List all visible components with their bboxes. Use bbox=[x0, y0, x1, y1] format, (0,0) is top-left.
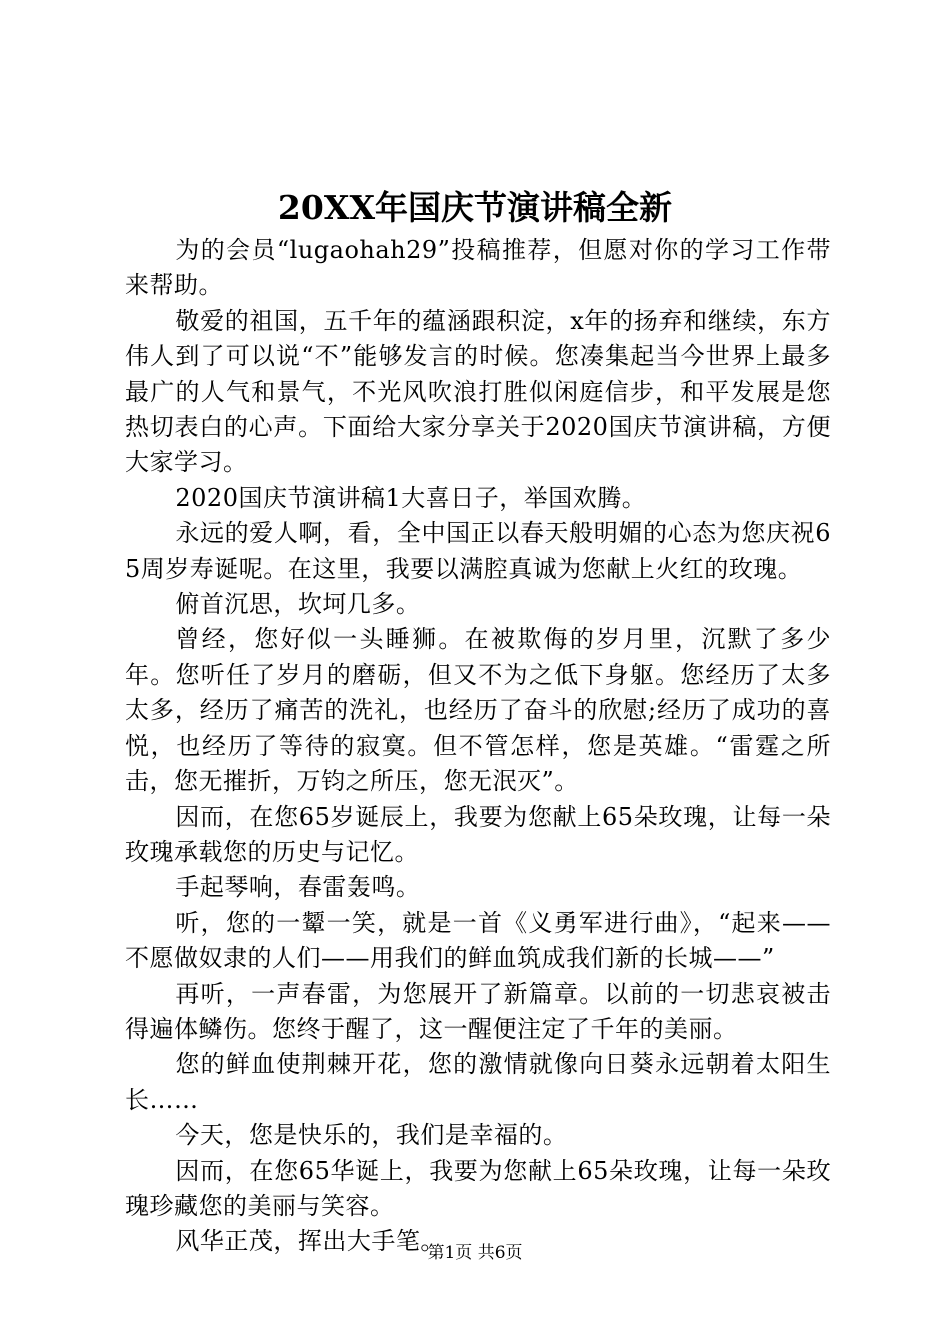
page-footer: 第1页 共6页 bbox=[427, 1243, 523, 1263]
paragraph: 俯首沉思，坎坷几多。 bbox=[175, 590, 421, 619]
paragraph: 为的会员“lugaohah29”投稿推荐，但愿对你的学习工作带来帮助。 bbox=[125, 236, 831, 300]
paragraph: 因而，在您65岁诞辰上，我要为您献上65朵玫瑰，让每一朵玫瑰承载您的历史与记忆。 bbox=[125, 802, 831, 866]
paragraph: 曾经，您好似一头睡狮。在被欺侮的岁月里，沉默了多少年。您听任了岁月的磨砺，但又不为之低下身躯。您经历了太多太多，经历了痛苦的洗礼，也经历了奋斗的欣慰;经历了成功的喜悦，也经历了等待的寂寞。但不管怎样，您是英雄。“雷霆之所击，您无摧折，万钧之所压，您无泯灭”。 bbox=[125, 625, 831, 796]
paragraph: 永远的爱人啊，看，全中国正以春天般明媚的心态为您庆祝65周岁寿诞呢。在这里，我要以满腔真诚为您献上火红的玫瑰。 bbox=[125, 519, 831, 583]
paragraph: 再听，一声春雷，为您展开了新篇章。以前的一切悲哀被击得遍体鳞伤。您终于醒了，这一醒便注定了千年的美丽。 bbox=[125, 979, 831, 1043]
paragraph: 您的鲜血使荆棘开花，您的激情就像向日葵永远朝着太阳生长…… bbox=[125, 1050, 831, 1114]
paragraph: 今天，您是快乐的，我们是幸福的。 bbox=[175, 1121, 568, 1150]
paragraph: 2020国庆节演讲稿1大喜日子，举国欢腾。 bbox=[175, 483, 647, 512]
document-body bbox=[125, 233, 831, 1260]
paragraph: 听，您的一颦一笑，就是一首《义勇军进行曲》，“起来——不愿做奴隶的人们——用我们的鲜血筑成我们新的长城——” bbox=[125, 908, 831, 973]
document-title: 20XX年国庆节演讲稿全新 bbox=[277, 188, 673, 227]
paragraph: 手起琴响，春雷轰鸣。 bbox=[175, 873, 421, 902]
paragraph: 风华正茂，挥出大手笔。 bbox=[175, 1227, 445, 1256]
paragraph: 因而，在您65华诞上，我要为您献上65朵玫瑰，让每一朵玫瑰珍藏您的美丽与笑容。 bbox=[125, 1156, 831, 1220]
paragraph: 敬爱的祖国，五千年的蕴涵跟积淀，x年的扬弃和继续，东方伟人到了可以说“不”能够发言的时候。您凑集起当今世界上最多最广的人气和景气，不光风吹浪打胜似闲庭信步，和平发展是您热切表白的心声。下面给大家分享关于2020国庆节演讲稿，方便大家学习。 bbox=[125, 306, 831, 477]
